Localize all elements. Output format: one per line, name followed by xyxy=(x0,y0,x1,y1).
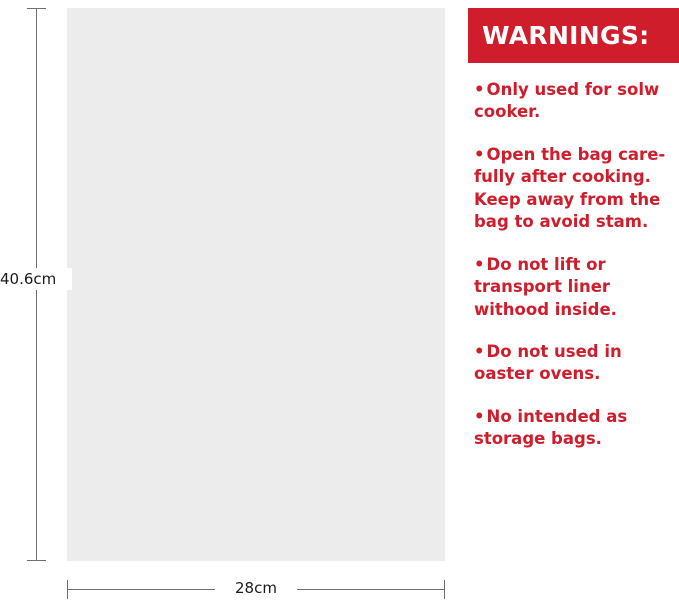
warning-item-text: No intended as storage bags. xyxy=(474,406,628,449)
bullet-icon: • xyxy=(474,341,485,361)
bullet-icon: • xyxy=(474,254,485,274)
bullet-icon: • xyxy=(474,80,485,99)
width-dimension-label: 28cm xyxy=(215,579,297,597)
warning-item-text: Do not lift or transport liner withood inside. xyxy=(474,254,617,319)
warnings-header xyxy=(468,8,679,63)
width-dimension-cap-right xyxy=(444,580,445,599)
warning-item xyxy=(474,406,679,451)
warnings-list xyxy=(468,79,679,451)
warning-item xyxy=(474,144,679,234)
height-dimension-label: 40.6cm xyxy=(0,268,72,290)
warning-item xyxy=(474,254,679,321)
bullet-icon: • xyxy=(474,406,485,426)
warning-item xyxy=(474,79,679,124)
warning-item xyxy=(474,341,679,386)
warning-item-text: Open the bag care-fully after cooking. Keep away from the bag to avoid stam. xyxy=(474,144,666,232)
bullet-icon: • xyxy=(474,144,485,164)
warnings-panel xyxy=(468,8,679,603)
product-image-placeholder xyxy=(67,8,445,561)
warnings-header-text: WARNINGS: xyxy=(482,21,650,50)
warning-item-text: Only used for solw cooker. xyxy=(474,80,660,122)
height-dimension-cap-bottom xyxy=(27,560,46,561)
warning-item-text: Do not used in oaster ovens. xyxy=(474,341,622,384)
height-dimension-cap-top xyxy=(27,8,46,9)
width-dimension-cap-left xyxy=(67,580,68,599)
